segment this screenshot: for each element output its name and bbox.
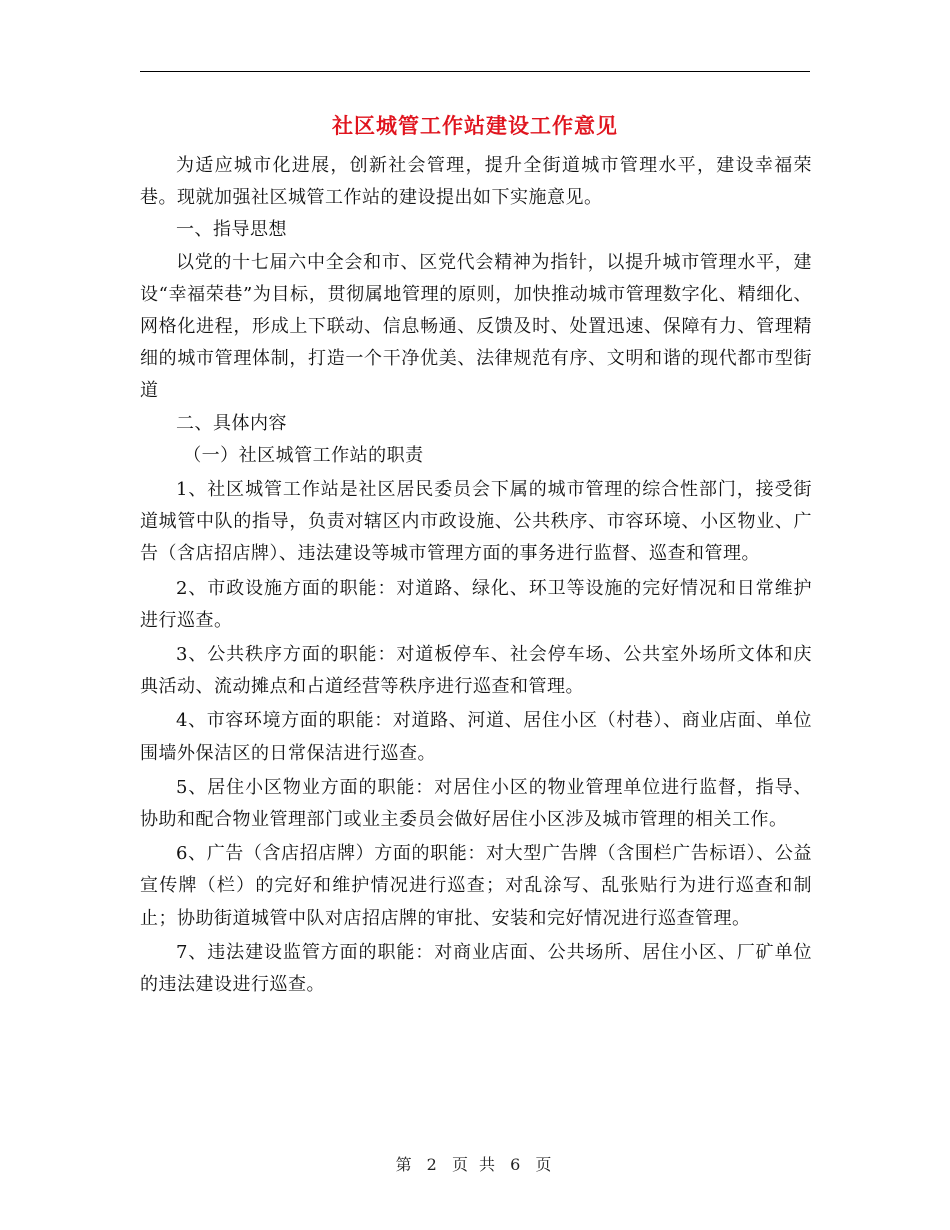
list-item-duty-7: 7、违法建设监管方面的职能：对商业店面、公共场所、居住小区、厂矿单位的违法建设进行巡查。	[140, 941, 812, 996]
list-item-duty-2: 2、市政设施方面的职能：对道路、绿化、环卫等设施的完好情况和日常维护进行巡查。	[140, 577, 812, 631]
page-number-total: 6	[510, 1155, 524, 1174]
page-label-mid: 页 共	[451, 1155, 499, 1174]
section-heading-guiding-ideology: 一、指导思想	[176, 219, 287, 241]
header-rule	[140, 71, 810, 72]
document-title: 社区城管工作站建设工作意见	[332, 113, 618, 138]
list-item-duty-5: 5、居住小区物业方面的职能：对居住小区的物业管理单位进行监督，指导、协助和配合物业管理部门或业主委员会做好居住小区涉及城市管理的相关工作。	[140, 776, 812, 831]
paragraph-intro: 为适应城市化进展，创新社会管理，提升全街道城市管理水平，建设幸福荣巷。现就加强社区城管工作站的建设提出如下实施意见。	[140, 155, 812, 209]
document-body	[140, 150, 812, 1001]
list-item-duty-4: 4、市容环境方面的职能：对道路、河道、居住小区（村巷）、商业店面、单位围墙外保洁区的日常保洁进行巡查。	[140, 710, 812, 764]
page-number-current: 2	[426, 1155, 440, 1174]
paragraph-guiding-ideology: 以党的十七届六中全会和市、区党代会精神为指针，以提升城市管理水平，建设“幸福荣巷”为目标，贯彻属地管理的原则，加快推动城市管理数字化、精细化、网格化进程，形成上下联动、信息畅通、反馈及时、处置迅速、保障有力、管理精细的城市管理体制，打造一个干净优美、法律规范有序、文明和谐的现代都市型街道	[140, 251, 812, 402]
section-heading-specific-content: 二、具体内容	[176, 412, 287, 434]
list-item-duty-1: 1、社区城管工作站是社区居民委员会下属的城市管理的综合性部门，接受街道城管中队的指导，负责对辖区内市政设施、公共秩序、市容环境、小区物业、广告（含店招店牌）、违法建设等城市管理方面的事务进行监督、巡查和管理。	[140, 479, 812, 565]
page-footer	[0, 1152, 950, 1175]
page-label-prefix: 第	[395, 1155, 415, 1174]
list-item-duty-3: 3、公共秩序方面的职能：对道板停车、社会停车场、公共室外场所文体和庆典活动、流动摊点和占道经营等秩序进行巡查和管理。	[140, 644, 812, 698]
list-item-duty-6: 6、广告（含店招店牌）方面的职能：对大型广告牌（含围栏广告标语）、公益宣传牌（栏）的完好和维护情况进行巡查；对乱涂写、乱张贴行为进行巡查和制止；协助街道城管中队对店招店牌的审批、安装和完好情况进行巡查管理。	[140, 843, 812, 929]
subsection-heading-duties: （一）社区城管工作站的职责	[183, 444, 424, 466]
page-label-suffix: 页	[535, 1155, 555, 1174]
